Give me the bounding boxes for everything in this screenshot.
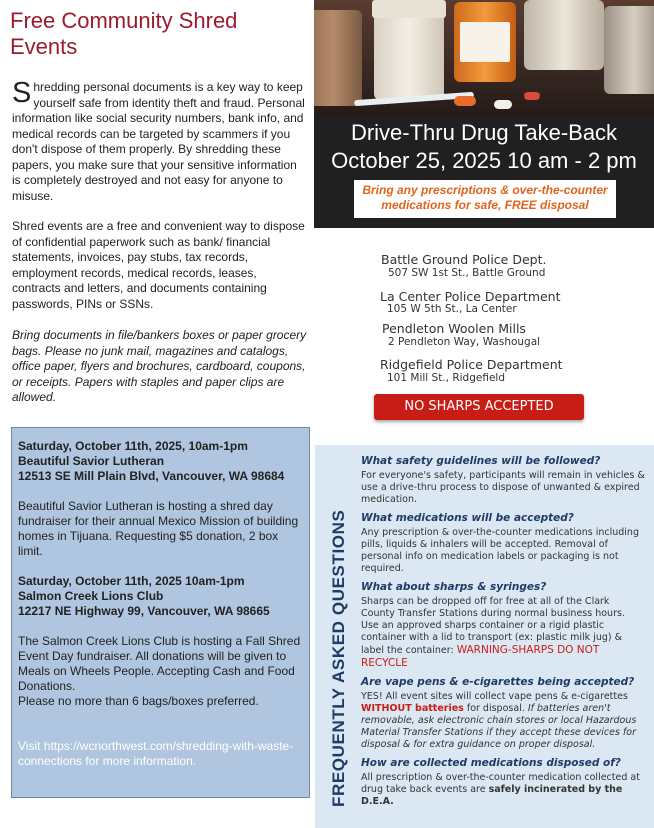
event-2-description: The Salmon Creek Lions Club is hosting a Fall Shred Event Day fundraiser. All donations will be given to Meals on Wheels People. Accepting Cash and Food Donations. (18, 634, 301, 693)
event-2-note: Please no more than 6 bags/boxes preferred. (18, 694, 259, 708)
faq-panel (315, 445, 654, 828)
faq-question: How are collected medications disposed of? (361, 757, 621, 769)
event-1-description: Beautiful Savior Lutheran is hosting a shred day fundraiser for their annual Mexico Mission of building homes in Tijuana. Requesting $5 donation, 2 box limit. (18, 499, 299, 558)
takeback-date: October 25, 2025 10 am - 2 pm (331, 148, 637, 173)
event-1-venue: Beautiful Savior Lutheran (18, 454, 165, 468)
visit-link-text[interactable]: Visit https://wcnorthwest.com/shredding-with-waste-connections for more information. (18, 739, 294, 768)
faq-answer: All prescription & over-the-counter medication collected at drug take back events are safely incinerated by the D.E.A. (361, 772, 640, 807)
events-box (11, 427, 310, 798)
shred-events-paragraph: Shred events are a free and convenient way to dispose of confidential paperwork such as bank/ financial statements, invoices, pay stubs, tax records, employment records, medical records, leases, contracts and letters, and documents containing passwords, PINs or SSNs. (12, 219, 305, 311)
location-name: Ridgefield Police Department (380, 357, 563, 372)
faq-heading: FREQUENTLY ASKED QUESTIONS (329, 509, 348, 807)
event-1-address: 12513 SE Mill Plain Blvd, Vancouver, WA 98684 (18, 469, 285, 483)
without-batteries: WITHOUT batteries (361, 703, 464, 714)
event-2-date: Saturday, October 11th, 2025 10am-1pm (18, 574, 245, 588)
faq-answer: YES! All event sites will collect vape pens & e-cigarettes WITHOUT batteries for disposal. If batteries aren't removable, ask electronic chain stores or local Hazardous Material Transfer Stations if they accept these devices for disposal & for extra guidance on proper disposal. (361, 691, 637, 750)
faq-question: What medications will be accepted? (361, 512, 574, 524)
bring-documents-paragraph: Bring documents in file/bankers boxes or paper grocery bags. Please no junk mail, magazines and catalogs, office paper, flyers and brochures, cardboard, coupons, or receipts. Papers with staples and paper clips are allowed. (12, 328, 307, 404)
takeback-subbanner: Bring any prescriptions & over-the-counter medications for safe, FREE disposal (354, 180, 616, 218)
faq-answer: Sharps can be dropped off for free at all of the Clark County Transfer Stations during normal business hours. Use an approved sharps container or a rigid plastic container with a lid to transport (ex: plastic milk jug) & label the container: WARNING-SHARPS DO NOT RECYCLE (361, 596, 625, 669)
location-name: Battle Ground Police Dept. (381, 252, 547, 267)
faq-answer: Any prescription & over-the-counter medications including pills, liquids & inhalers will be accepted. Removal of personal info on medication labels or packaging is not required. (361, 527, 639, 574)
location-name: La Center Police Department (380, 289, 561, 304)
no-sharps-badge: NO SHARPS ACCEPTED (374, 394, 584, 420)
faq-question: What about sharps & syringes? (361, 581, 547, 593)
faq-answer: For everyone's safety, participants will remain in vehicles & use a drive-thru process to dispose of unwanted & expired medication. (361, 470, 645, 505)
intro-text: hredding personal documents is a key way to keep yourself safe from identity theft and fraud. Personal information like social security numbers, bank info, and medical records can be targeted by scammers if you don't dispose of them properly. By shredding these papers, you make sure that your sensitive information is completely destroyed and not easy for anyone to misuse. (12, 80, 305, 203)
medications-photo (314, 0, 654, 117)
location-address: 101 Mill St., Ridgefield (387, 372, 505, 384)
location-address: 2 Pendleton Way, Washougal (388, 336, 541, 348)
takeback-title: Drive-Thru Drug Take-Back (350, 120, 618, 145)
event-1-date: Saturday, October 11th, 2025, 10am-1pm (18, 439, 248, 453)
location-address: 507 SW 1st St., Battle Ground (388, 267, 546, 279)
drug-takeback-banner (314, 117, 654, 228)
intro-paragraph (12, 77, 308, 204)
event-2-address: 12217 NE Highway 99, Vancouver, WA 98665 (18, 604, 270, 618)
location-address: 105 W 5th St., La Center (387, 303, 517, 315)
location-name: Pendleton Woolen Mills (382, 321, 526, 336)
page-title: Free Community Shred Events (10, 8, 238, 59)
event-2-venue: Salmon Creek Lions Club (18, 589, 164, 603)
faq-question: Are vape pens & e-cigarettes being accepted? (361, 676, 635, 688)
faq-question: What safety guidelines will be followed? (361, 455, 601, 467)
sharps-warning: WARNING-SHARPS DO NOT RECYCLE (361, 644, 600, 669)
drop-cap: S (12, 77, 32, 109)
